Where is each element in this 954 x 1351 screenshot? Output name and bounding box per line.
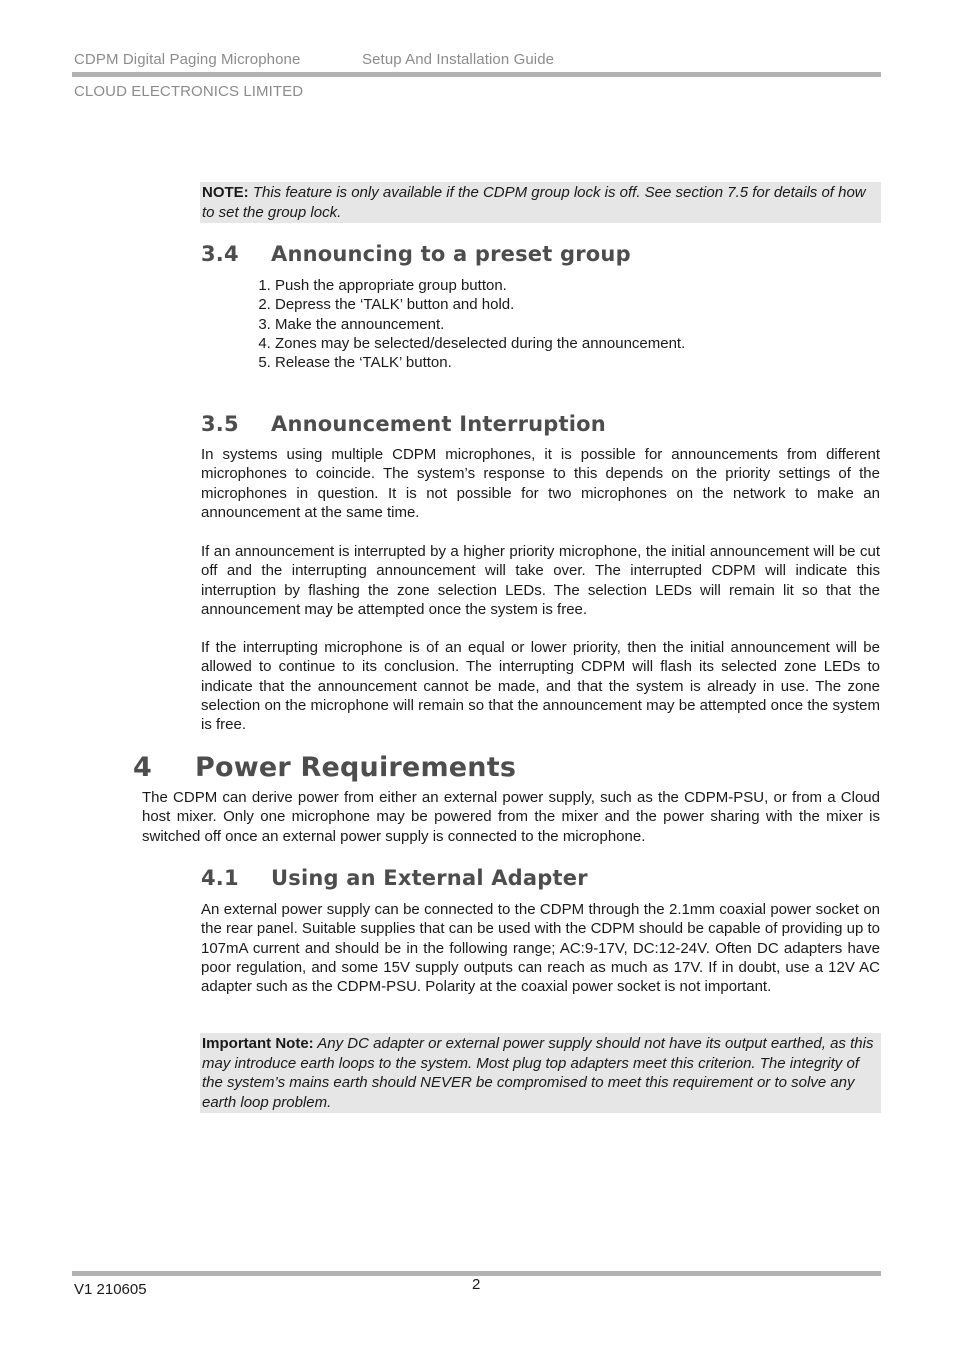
list-item: 5. Release the ‘TALK’ button. [275, 353, 685, 372]
paragraph: If an announcement is interrupted by a higher priority microphone, the initial announcement will be cut off and the interrupting announcement will take over. The interrupted CDPM will indicate this interruption by flashing the zone selection LEDs. The selection LEDs will remain lit so that the announcement may be attempted once the system is free. [201, 543, 880, 618]
preset-group-steps [201, 276, 685, 372]
section-4-1-heading [201, 866, 588, 890]
section-number: 3.5 [201, 412, 239, 436]
paragraph: In systems using multiple CDPM microphones, it is possible for announcements from different microphones to coincide. The system’s response to this depends on the priority settings of the microphones in question. It is not possible for two microphones on the network to make an announcement at the same time. [201, 446, 880, 521]
paragraph: The CDPM can derive power from either an external power supply, such as the CDPM-PSU, or from a Cloud host mixer. Only one microphone may be powered from the mixer and the power sharing with the mixer is switched off once an external power supply is connected to the microphone. [142, 789, 880, 845]
paragraph: If the interrupting microphone is of an equal or lower priority, then the initial announcement will be allowed to continue to its conclusion. The interrupting CDPM will flash its selected zone LEDs to indicate that the announcement cannot be made, and that the system is already in use. The zone selection on the microphone will remain so that the announcement may be attempted once the system is free. [201, 639, 880, 734]
list-item: 4. Zones may be selected/deselected during the announcement. [275, 334, 685, 353]
list-item: 3. Make the announcement. [275, 315, 685, 334]
section-number: 3.4 [201, 242, 239, 266]
chapter-4-heading [133, 752, 516, 783]
chapter-title: Power Requirements [195, 752, 517, 783]
section-3-5-heading [201, 412, 606, 436]
header-product-name: CDPM Digital Paging Microphone [74, 51, 301, 68]
header-guide-title: Setup And Installation Guide [362, 51, 555, 68]
note-box-group-lock [200, 182, 881, 223]
chapter-number: 4 [133, 752, 152, 783]
note-label: Important Note: [202, 1035, 314, 1052]
page-number: 2 [472, 1276, 481, 1293]
footer-version: V1 210605 [74, 1281, 147, 1298]
section-title: Using an External Adapter [271, 866, 588, 890]
section-title: Announcement Interruption [271, 412, 606, 436]
important-note-box [200, 1033, 881, 1113]
note-text: This feature is only available if the CDPM group lock is off. See section 7.5 for details of how to set the group lock. [202, 184, 866, 221]
section-number: 4.1 [201, 866, 239, 890]
list-item: 2. Depress the ‘TALK’ button and hold. [275, 295, 685, 314]
section-3-4-heading [201, 242, 631, 266]
list-item: 1. Push the appropriate group button. [275, 276, 685, 295]
note-label: NOTE: [202, 184, 249, 201]
note-text: Any DC adapter or external power supply should not have its output earthed, as this may introduce earth loops to the system. Most plug top adapters meet this criterion. The integrity of the system’s mains earth should NEVER be compromised to meet this requirement or to solve any earth loop problem. [202, 1035, 874, 1111]
paragraph: An external power supply can be connected to the CDPM through the 2.1mm coaxial power socket on the rear panel. Suitable supplies that can be used with the CDPM should be capable of providing up to 107mA current and should be in the following range; AC:9-17V, DC:12-24V. Often DC adapters have poor regulation, and some 15V supply outputs can reach as much as 17V. If in doubt, use a 12V AC adapter such as the CDPM-PSU. Polarity at the coaxial power socket is not important. [201, 901, 880, 996]
header-company: CLOUD ELECTRONICS LIMITED [74, 83, 304, 100]
section-title: Announcing to a preset group [271, 242, 631, 266]
header-rule [72, 72, 881, 77]
